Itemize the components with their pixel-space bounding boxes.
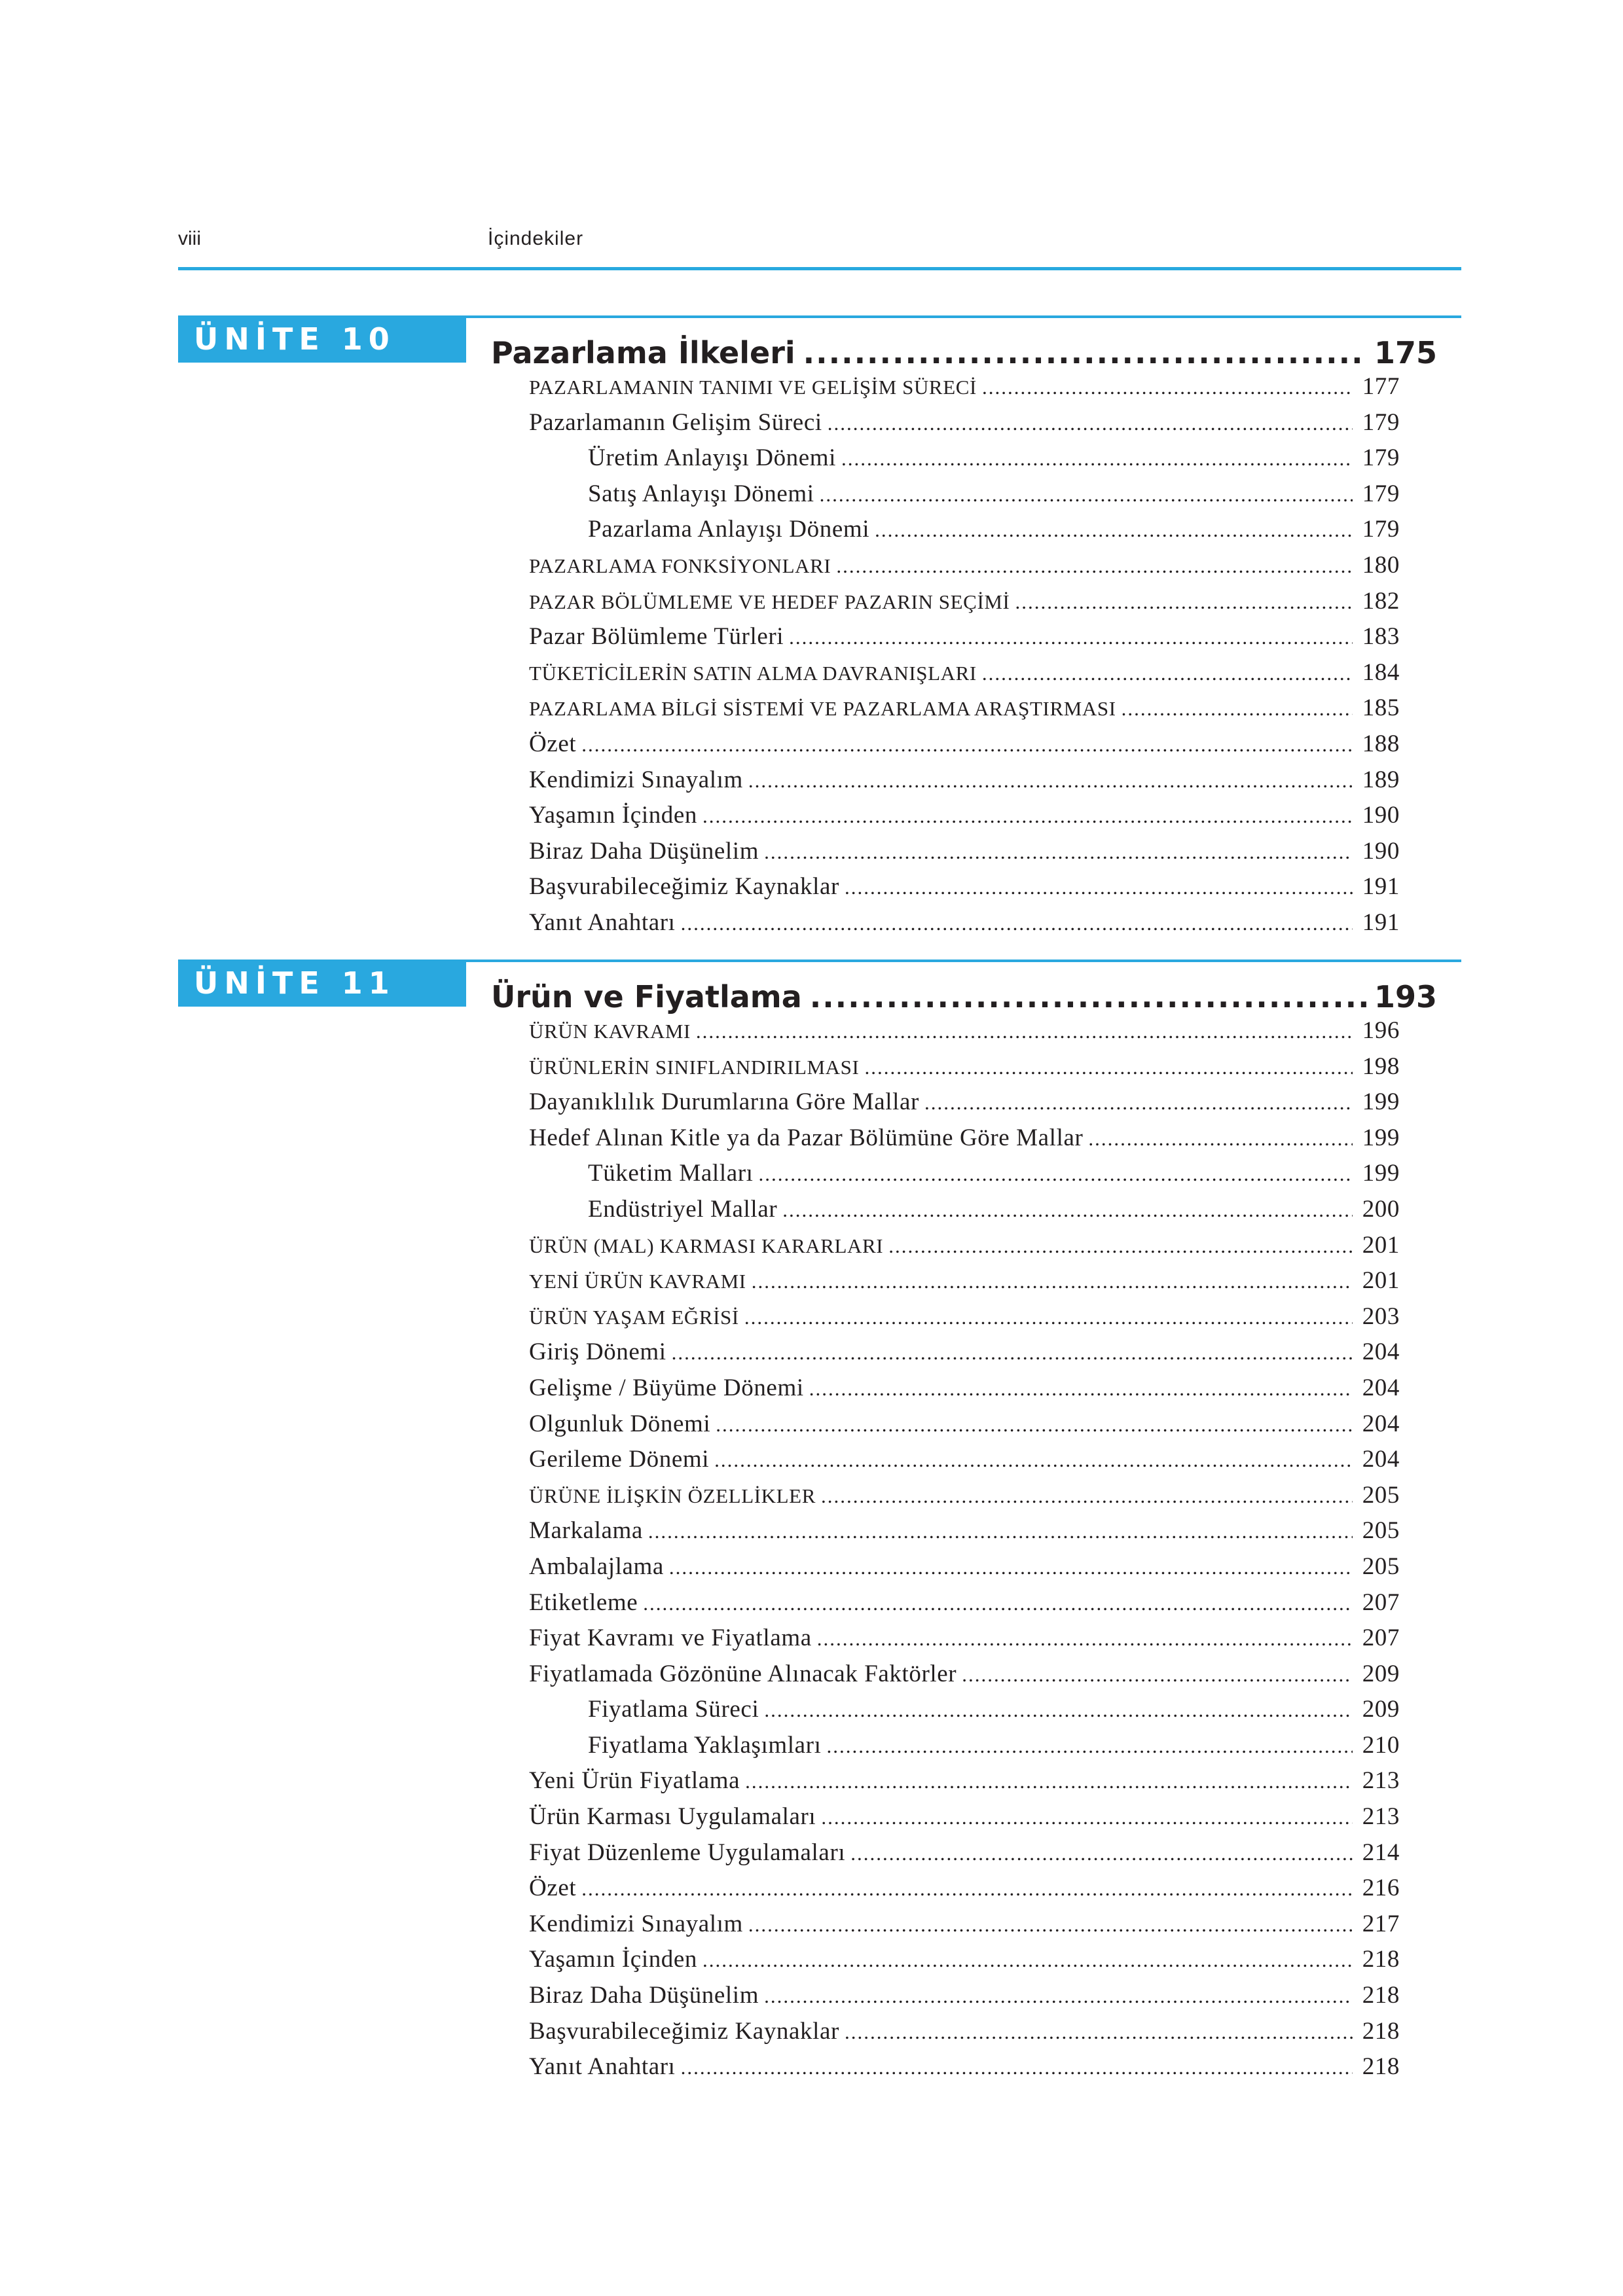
toc-entry-page: 217 — [1362, 1910, 1400, 1937]
leader-dots — [810, 979, 1366, 1014]
leader-dots — [817, 1621, 1353, 1657]
toc-entry-page: 199 — [1362, 1124, 1400, 1151]
leader-dots — [672, 1335, 1353, 1371]
toc-entry[interactable] — [529, 1085, 1400, 1121]
toc-entry[interactable] — [529, 1763, 1400, 1799]
leader-dots — [752, 1264, 1353, 1300]
leader-dots — [982, 370, 1353, 406]
page-header — [178, 223, 1461, 268]
leader-dots — [1015, 584, 1353, 620]
toc-entry-title: Yaşamın İçinden — [529, 802, 698, 829]
toc-entry-title: Kendimizi Sınayalım — [529, 1910, 743, 1937]
toc-entry[interactable] — [529, 1585, 1400, 1621]
toc-entry-title: Fiyat Düzenleme Uygulamaları — [529, 1839, 846, 1866]
toc-entry-title: Ürün Karması Uygulamaları — [529, 1803, 816, 1831]
toc-entry-page: 191 — [1362, 873, 1400, 901]
toc-entry-page: 204 — [1362, 1338, 1400, 1366]
toc-entry-title: Fiyatlamada Gözönüne Alınacak Faktörler — [529, 1660, 957, 1687]
leader-dots — [820, 477, 1353, 513]
toc-entry-title: Dayanıklılık Durumlarına Göre Mallar — [529, 1088, 919, 1116]
leader-dots — [581, 1871, 1353, 1907]
toc-entry[interactable] — [529, 1978, 1400, 2014]
toc-entry-page: 185 — [1362, 694, 1400, 722]
toc-entry[interactable] — [529, 762, 1400, 798]
toc-entry[interactable] — [529, 1407, 1400, 1443]
unit-rule — [466, 315, 1461, 318]
toc-entry[interactable] — [529, 1692, 1400, 1728]
toc-entry[interactable] — [529, 1335, 1400, 1371]
toc-entry[interactable] — [529, 405, 1400, 441]
toc-entry-title: Pazar Bölümleme Türleri — [529, 623, 784, 651]
toc-entry[interactable] — [529, 1835, 1400, 1871]
toc-entry-title: ÜRÜNLERİN SINIFLANDIRILMASI — [529, 1055, 860, 1079]
leader-dots — [789, 620, 1353, 656]
toc-entry[interactable] — [529, 655, 1400, 691]
toc-entry-page: 209 — [1362, 1696, 1400, 1723]
toc-entry[interactable] — [529, 619, 1400, 655]
toc-entry-page: 209 — [1362, 1660, 1400, 1687]
toc-entry-title: TÜKETİCİLERİN SATIN ALMA DAVRANIŞLARI — [529, 661, 977, 685]
toc-entry-page: 213 — [1362, 1803, 1400, 1831]
leader-dots — [744, 1300, 1353, 1336]
toc-entry-page: 207 — [1362, 1624, 1400, 1652]
toc-entry[interactable] — [529, 798, 1400, 834]
toc-entry-page: 180 — [1362, 551, 1400, 579]
toc-entry[interactable] — [529, 1942, 1400, 1978]
toc-entry-page: 183 — [1362, 623, 1400, 651]
leader-dots — [864, 1050, 1353, 1086]
toc-entry-page: 179 — [1362, 480, 1400, 507]
toc-entry-title: Pazarlama Anlayışı Dönemi — [588, 516, 870, 543]
leader-dots — [581, 727, 1353, 763]
toc-entry-title: Markalama — [529, 1517, 643, 1545]
toc-entry-title: ÜRÜN KAVRAMI — [529, 1020, 691, 1043]
toc-entry-title: PAZARLAMANIN TANIMI VE GELİŞİM SÜRECİ — [529, 376, 977, 399]
leader-dots — [924, 1085, 1353, 1121]
toc-entry[interactable] — [529, 2014, 1400, 2050]
toc-entry[interactable] — [529, 548, 1400, 584]
header-rule — [178, 267, 1461, 270]
toc-entry-page: 179 — [1362, 444, 1400, 472]
toc-entry[interactable] — [529, 1478, 1400, 1514]
toc-entry[interactable] — [529, 1621, 1400, 1657]
toc-entry[interactable] — [529, 1263, 1400, 1299]
toc-entry-title: Gerileme Dönemi — [529, 1446, 710, 1473]
toc-entry-title: Özet — [529, 1874, 577, 1902]
toc-entry-title: ÜRÜN YAŞAM EĞRİSİ — [529, 1305, 739, 1329]
toc-entry-title: Tüketim Malları — [588, 1160, 754, 1187]
toc-entry-page: 199 — [1362, 1160, 1400, 1187]
toc-entry-page: 184 — [1362, 658, 1400, 686]
leader-dots — [850, 1836, 1353, 1872]
toc-entry-page: 198 — [1362, 1052, 1400, 1080]
leader-dots — [764, 1979, 1353, 2015]
leader-dots — [648, 1514, 1353, 1550]
toc-entry[interactable] — [529, 1799, 1400, 1835]
leader-dots — [782, 1193, 1353, 1229]
leader-dots — [821, 1479, 1353, 1515]
leader-dots — [764, 834, 1353, 870]
leader-dots — [828, 406, 1353, 442]
leader-dots — [745, 1764, 1353, 1800]
toc-entry[interactable] — [529, 691, 1400, 726]
toc-entry-title: Kendimizi Sınayalım — [529, 766, 743, 793]
toc-entry-title: Satış Anlayışı Dönemi — [588, 480, 814, 507]
toc-entry-page: 200 — [1362, 1195, 1400, 1223]
leader-dots — [888, 1229, 1353, 1265]
toc-entry-title: Başvurabileceğimiz Kaynaklar — [529, 873, 839, 901]
toc-entry[interactable] — [529, 584, 1400, 620]
unit-title: Pazarlama İlkeleri — [491, 335, 795, 370]
toc-entry-page: 179 — [1362, 408, 1400, 436]
leader-dots — [962, 1657, 1353, 1693]
leader-dots — [875, 512, 1353, 548]
toc-entry-page: 218 — [1362, 1946, 1400, 1973]
toc-entry[interactable] — [529, 869, 1400, 905]
toc-entry[interactable] — [529, 1442, 1400, 1478]
toc-entry[interactable] — [529, 1121, 1400, 1157]
leader-dots — [748, 1907, 1353, 1943]
leader-dots — [1122, 691, 1353, 727]
leader-dots — [764, 1693, 1353, 1729]
toc-entry[interactable] — [529, 1657, 1400, 1693]
toc-entry-page: 201 — [1362, 1267, 1400, 1295]
unit-page: 175 — [1374, 335, 1437, 370]
toc-entry-title: Olgunluk Dönemi — [529, 1410, 711, 1437]
toc-entry-title: YENİ ÜRÜN KAVRAMI — [529, 1270, 746, 1293]
toc-entry-title: Yeni Ürün Fiyatlama — [529, 1767, 740, 1795]
page-number: viii — [178, 228, 201, 249]
toc-entry-title: ÜRÜNE İLİŞKİN ÖZELLİKLER — [529, 1484, 816, 1507]
leader-dots — [716, 1407, 1353, 1443]
toc-entry[interactable] — [529, 1049, 1400, 1085]
toc-entry-title: Etiketleme — [529, 1588, 638, 1616]
toc-entry-title: Giriş Dönemi — [529, 1338, 666, 1366]
toc-entry-page: 204 — [1362, 1410, 1400, 1437]
leader-dots — [845, 2015, 1353, 2051]
toc-entry[interactable] — [529, 1013, 1400, 1049]
unit-page: 193 — [1374, 979, 1437, 1014]
toc-entry[interactable] — [529, 369, 1400, 405]
toc-entry[interactable] — [529, 1907, 1400, 1943]
toc-entry[interactable] — [529, 1299, 1400, 1335]
toc-entries — [529, 1013, 1400, 2085]
toc-entry-page: 218 — [1362, 2017, 1400, 2045]
toc-entry-title: PAZARLAMA BİLGİ SİSTEMİ VE PAZARLAMA ARAŞTIRMASI — [529, 697, 1116, 721]
toc-entry-page: 199 — [1362, 1088, 1400, 1116]
leader-dots — [982, 656, 1353, 692]
toc-entry-page: 218 — [1362, 1982, 1400, 2009]
leader-dots — [809, 1371, 1353, 1407]
toc-entry[interactable] — [529, 1549, 1400, 1585]
toc-entry-title: Yanıt Anahtarı — [529, 2053, 676, 2081]
toc-entry-title: Yanıt Anahtarı — [529, 908, 676, 936]
toc-entry-title: Üretim Anlayışı Dönemi — [588, 444, 837, 472]
toc-entry-page: 218 — [1362, 2053, 1400, 2081]
toc-entry-page: 214 — [1362, 1839, 1400, 1866]
toc-entry[interactable] — [529, 1228, 1400, 1264]
toc-entry-title: Biraz Daha Düşünelim — [529, 1982, 759, 2009]
toc-entry-page: 191 — [1362, 908, 1400, 936]
toc-entry-page: 177 — [1362, 373, 1400, 400]
toc-entry-title: PAZARLAMA FONKSİYONLARI — [529, 554, 831, 577]
leader-dots — [669, 1550, 1353, 1586]
toc-entry-title: Biraz Daha Düşünelim — [529, 837, 759, 865]
leader-dots — [714, 1443, 1353, 1479]
toc-entry-title: Yaşamın İçinden — [529, 1946, 698, 1973]
toc-entries — [529, 369, 1400, 941]
toc-entry-title: Hedef Alınan Kitle ya da Pazar Bölümüne Göre Mallar — [529, 1124, 1084, 1151]
toc-entry-page: 207 — [1362, 1588, 1400, 1616]
toc-entry-page: 190 — [1362, 837, 1400, 865]
toc-entry-title: PAZAR BÖLÜMLEME VE HEDEF PAZARIN SEÇİMİ — [529, 590, 1010, 613]
toc-entry[interactable] — [529, 1871, 1400, 1907]
leader-dots — [643, 1586, 1353, 1622]
leader-dots — [702, 1943, 1353, 1979]
running-title: İçindekiler — [488, 228, 584, 249]
leader-dots — [681, 2050, 1353, 2086]
toc-entry-page: 216 — [1362, 1874, 1400, 1902]
toc-entry-title: Fiyat Kavramı ve Fiyatlama — [529, 1624, 812, 1652]
toc-entry[interactable] — [529, 1728, 1400, 1764]
toc-entry-title: Başvurabileceğimiz Kaynaklar — [529, 2017, 839, 2045]
leader-dots — [845, 870, 1353, 906]
toc-entry-title: Özet — [529, 730, 577, 757]
toc-entry[interactable] — [529, 440, 1400, 476]
toc-entry-title: Fiyatlama Süreci — [588, 1696, 759, 1723]
toc-entry-title: Pazarlamanın Gelişim Süreci — [529, 408, 822, 436]
leader-dots — [841, 441, 1353, 477]
toc-entry-page: 204 — [1362, 1374, 1400, 1401]
unit-rule — [466, 960, 1461, 962]
leader-dots — [696, 1014, 1353, 1050]
leader-dots — [821, 1800, 1353, 1836]
leader-dots — [1088, 1121, 1353, 1157]
unit-badge: ÜNİTE 11 — [178, 960, 466, 1007]
toc-entry[interactable] — [529, 726, 1400, 762]
toc-entry-page: 204 — [1362, 1446, 1400, 1473]
toc-entry[interactable] — [529, 1156, 1400, 1192]
toc-entry[interactable] — [529, 512, 1400, 548]
toc-entry-title: Gelişme / Büyüme Dönemi — [529, 1374, 804, 1401]
toc-entry-page: 203 — [1362, 1302, 1400, 1330]
leader-dots — [826, 1729, 1353, 1765]
toc-entry[interactable] — [529, 834, 1400, 870]
toc-entry-page: 179 — [1362, 516, 1400, 543]
toc-entry-page: 201 — [1362, 1231, 1400, 1259]
toc-entry[interactable] — [529, 476, 1400, 512]
toc-entry-title: ÜRÜN (MAL) KARMASI KARARLARI — [529, 1234, 884, 1257]
toc-entry-page: 210 — [1362, 1731, 1400, 1759]
toc-entry[interactable] — [529, 905, 1400, 941]
leader-dots — [836, 548, 1353, 584]
unit-title: Ürün ve Fiyatlama — [491, 979, 802, 1014]
toc-entry[interactable] — [529, 1513, 1400, 1549]
toc-entry[interactable] — [529, 2049, 1400, 2085]
toc-entry-page: 213 — [1362, 1767, 1400, 1795]
toc-entry[interactable] — [529, 1371, 1400, 1407]
toc-entry-page: 189 — [1362, 766, 1400, 793]
toc-entry-title: Ambalajlama — [529, 1552, 664, 1580]
toc-entry-page: 182 — [1362, 587, 1400, 615]
leader-dots — [748, 763, 1353, 799]
toc-entry-page: 190 — [1362, 802, 1400, 829]
toc-entry-page: 205 — [1362, 1552, 1400, 1580]
toc-entry-title: Endüstriyel Mallar — [588, 1195, 778, 1223]
toc-entry-title: Fiyatlama Yaklaşımları — [588, 1731, 822, 1759]
leader-dots — [759, 1157, 1353, 1193]
leader-dots — [702, 798, 1353, 834]
unit-badge: ÜNİTE 10 — [178, 315, 466, 363]
leader-dots — [803, 335, 1366, 370]
toc-entry[interactable] — [529, 1192, 1400, 1228]
leader-dots — [681, 906, 1353, 942]
toc-entry-page: 188 — [1362, 730, 1400, 757]
toc-entry-page: 205 — [1362, 1481, 1400, 1509]
toc-entry-page: 196 — [1362, 1017, 1400, 1044]
toc-entry-page: 205 — [1362, 1517, 1400, 1545]
